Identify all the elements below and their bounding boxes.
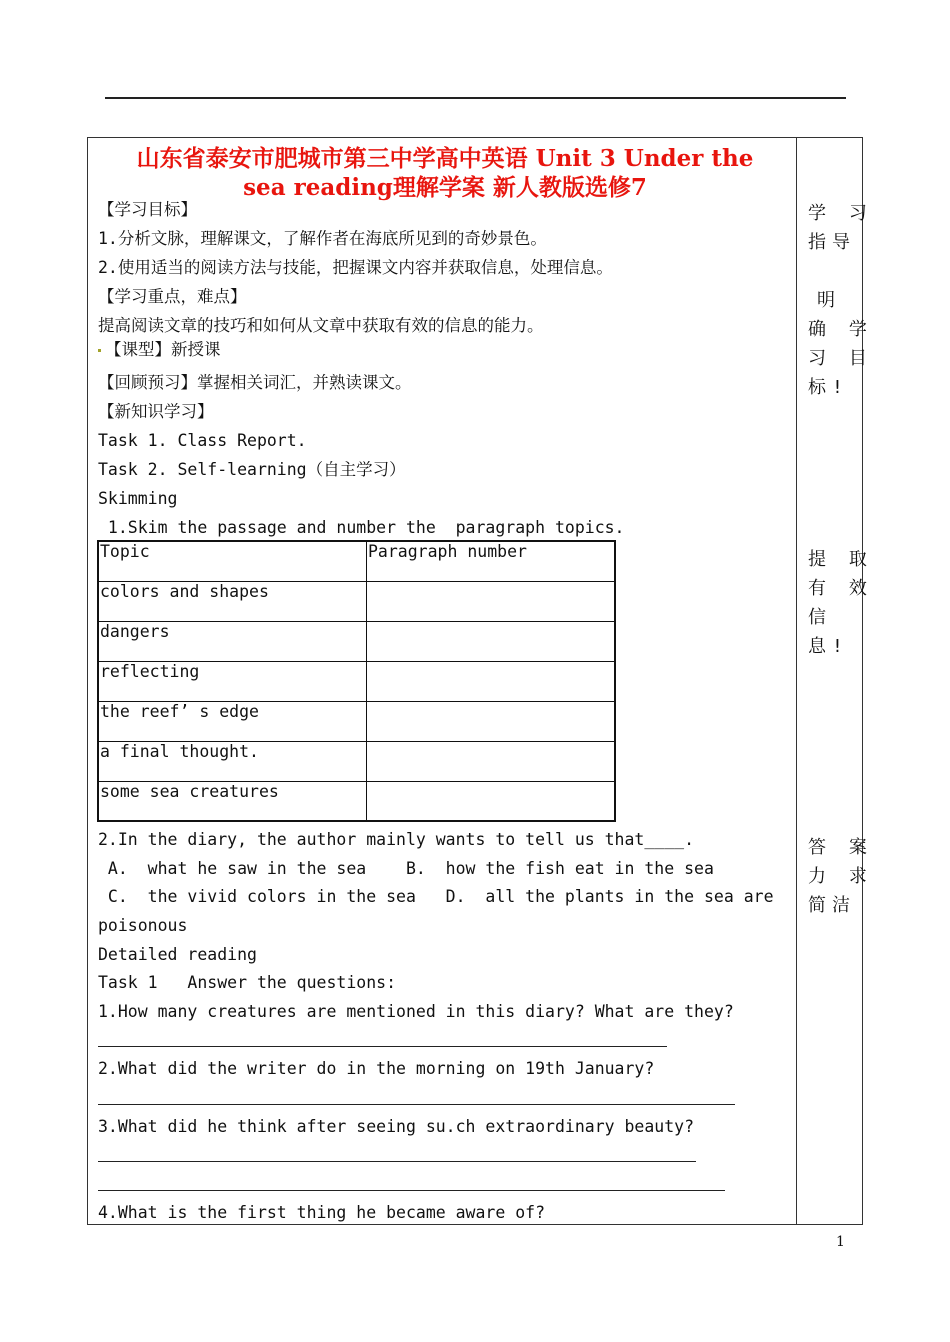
review-preview: 【回顾预习】掌握相关词汇，并熟读课文。 bbox=[98, 373, 412, 392]
side-note-answer-3: 简洁 bbox=[808, 895, 856, 916]
side-note-goal-4: 标! bbox=[808, 377, 849, 398]
table-row bbox=[98, 701, 615, 741]
question-2-morning: 2.What did the writer do in the morning on 19th January? bbox=[98, 1059, 655, 1078]
learning-objectives-heading: 【学习目标】 bbox=[98, 200, 197, 219]
document-title-line-2: sea reading理解学案 新人教版选修7 bbox=[243, 174, 647, 201]
side-note-info-3: 信 bbox=[808, 607, 832, 628]
options-c-d: C. the vivid colors in the sea D. all the plants in the sea are bbox=[98, 887, 774, 906]
topic-cell: a final thought. bbox=[98, 741, 367, 781]
header-topic: Topic bbox=[98, 541, 367, 581]
lesson-type-text: 【课型】新授课 bbox=[105, 340, 221, 359]
question-4-aware: 4.What is the first thing he became aware of? bbox=[98, 1203, 546, 1222]
table-row bbox=[98, 581, 615, 621]
task-1-answer-questions: Task 1 Answer the questions: bbox=[98, 973, 397, 992]
answer-line-2[interactable] bbox=[98, 1104, 735, 1105]
skimming-heading: Skimming bbox=[98, 489, 178, 508]
paragraph-number-cell[interactable] bbox=[367, 741, 616, 781]
lesson-type bbox=[98, 340, 221, 360]
topic-cell: the reef’ s edge bbox=[98, 701, 367, 741]
table-row bbox=[98, 661, 615, 701]
side-note-goal-3: 习 目 bbox=[808, 348, 873, 369]
answer-line-3a[interactable] bbox=[98, 1161, 696, 1162]
side-note-info-4: 息! bbox=[808, 636, 849, 657]
new-knowledge-heading: 【新知识学习】 bbox=[98, 402, 214, 421]
task-1-class-report: Task 1. Class Report. bbox=[98, 431, 307, 450]
paragraph-number-cell[interactable] bbox=[367, 701, 616, 741]
answer-line-3b[interactable] bbox=[98, 1190, 725, 1191]
side-note-goal-1: 明 bbox=[817, 290, 841, 311]
topic-cell: some sea creatures bbox=[98, 781, 367, 821]
options-d-continued: poisonous bbox=[98, 916, 188, 935]
question-3-beauty: 3.What did he think after seeing su.ch extraordinary beauty? bbox=[98, 1117, 695, 1136]
topic-cell: reflecting bbox=[98, 661, 367, 701]
question-1-creatures: 1.How many creatures are mentioned in this diary? What are they? bbox=[98, 1002, 734, 1021]
paragraph-number-cell[interactable] bbox=[367, 581, 616, 621]
side-column-divider bbox=[796, 137, 797, 1225]
paragraph-number-cell[interactable] bbox=[367, 661, 616, 701]
topic-cell: dangers bbox=[98, 621, 367, 661]
objective-2: 2.使用适当的阅读方法与技能，把握课文内容并获取信息，处理信息。 bbox=[98, 258, 613, 277]
skim-instruction: 1.Skim the passage and number the paragraph topics. bbox=[98, 518, 625, 537]
side-note-answer-2: 力 求 bbox=[808, 866, 873, 887]
document-title-line-1: 山东省泰安市肥城市第三中学高中英语 Unit 3 Under the bbox=[136, 145, 754, 172]
side-note-goal-2: 确 学 bbox=[808, 319, 873, 340]
table-row bbox=[98, 741, 615, 781]
header-paragraph-number: Paragraph number bbox=[367, 541, 616, 581]
paragraph-topics-table bbox=[97, 540, 616, 822]
question-2-diary: 2.In the diary, the author mainly wants to tell us that____. bbox=[98, 830, 695, 849]
topic-cell: colors and shapes bbox=[98, 581, 367, 621]
paragraph-number-cell[interactable] bbox=[367, 781, 616, 821]
side-note-info-2: 有 效 bbox=[808, 578, 873, 599]
table-header-row bbox=[98, 541, 615, 581]
table-row bbox=[98, 781, 615, 821]
page-number: 1 bbox=[836, 1234, 845, 1250]
key-points-heading: 【学习重点，难点】 bbox=[98, 287, 247, 306]
side-note-answer-1: 答 案 bbox=[808, 837, 873, 858]
paragraph-number-cell[interactable] bbox=[367, 621, 616, 661]
header-rule bbox=[105, 97, 846, 99]
answer-line-1[interactable] bbox=[98, 1046, 667, 1047]
key-points-text: 提高阅读文章的技巧和如何从文章中获取有效的信息的能力。 bbox=[98, 316, 544, 335]
detailed-reading-heading: Detailed reading bbox=[98, 945, 257, 964]
objective-1: 1.分析文脉，理解课文，了解作者在海底所见到的奇妙景色。 bbox=[98, 229, 547, 248]
side-note-guidance-2: 指导 bbox=[808, 232, 856, 253]
side-note-guidance: 学 习 bbox=[808, 203, 873, 224]
side-note-info-1: 提 取 bbox=[808, 549, 873, 570]
options-a-b: A. what he saw in the sea B. how the fish eat in the sea bbox=[98, 859, 714, 878]
task-2-self-learning: Task 2. Self-learning（自主学习） bbox=[98, 460, 406, 479]
bullet-mark bbox=[98, 349, 101, 352]
table-row bbox=[98, 621, 615, 661]
